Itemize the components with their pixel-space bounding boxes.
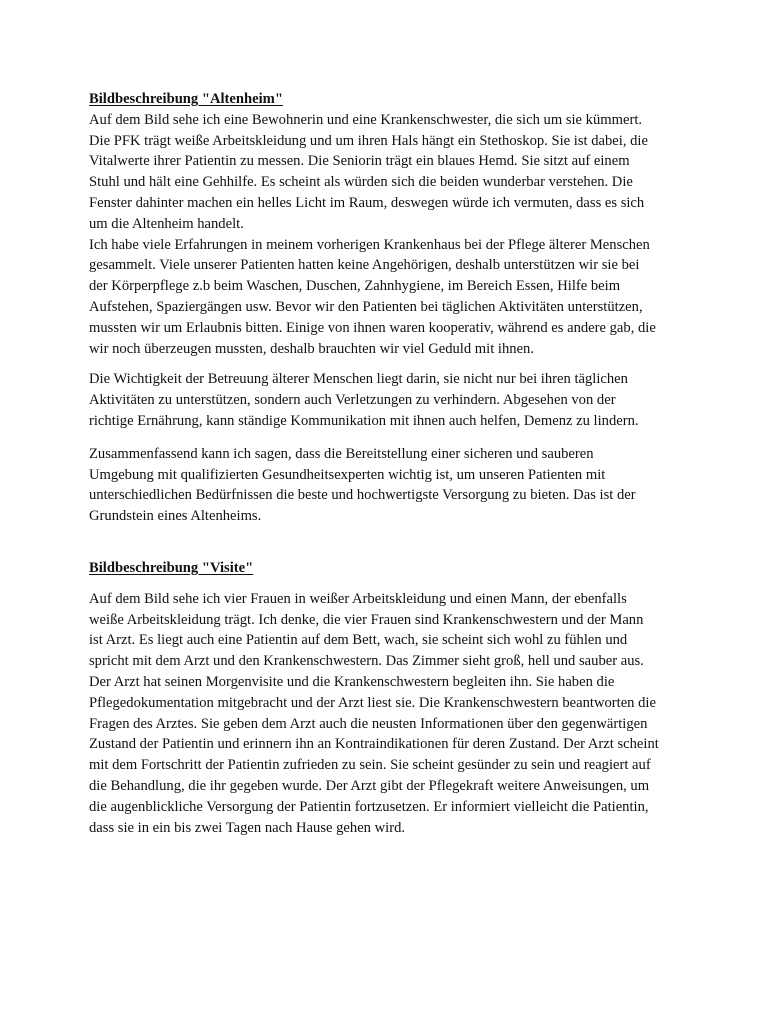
paragraph-conclusion [89,444,689,527]
text-line: wir noch überzeugen mussten, deshalb brauchten wir viel Geduld mit ihnen. [89,340,534,357]
text-line: gesammelt. Viele unserer Patienten hatten keine Angehörigen, deshalb unterstützen wir sie bei [89,257,640,274]
section-heading-visite: Bildbeschreibung "Visite" [89,559,254,576]
text-line: dass sie in ein bis zwei Tagen nach Hause gehen wird. [89,819,406,836]
text-line: richtige Ernährung, kann ständige Kommunikation mit ihnen auch helfen, Demenz zu lindern. [89,412,639,429]
paragraph-visite-description [89,589,689,839]
text-line: Umgebung mit qualifizierten Gesundheitsexperten wichtig ist, um unseren Patienten mit [89,466,606,483]
text-line: unterschiedlichen Bedürfnissen die beste und hochwertigste Versorgung zu bieten. Das ist der [89,487,636,504]
text-line: Zustand der Patientin und erinnern ihn an Kontraindikationen für deren Zustand. Der Arzt scheint [89,736,659,753]
text-line: Auf dem Bild sehe ich vier Frauen in weißer Arbeitskleidung und einen Mann, der ebenfalls [89,590,627,607]
paragraph-importance-elderly-care [89,369,689,431]
paragraph-altenheim-description [89,110,689,360]
text-line: Grundstein eines Altenheims. [89,508,262,525]
text-line: Zusammenfassend kann ich sagen, dass die Bereitstellung einer sicheren und sauberen [89,445,594,462]
text-line: Ich habe viele Erfahrungen in meinem vorherigen Krankenhaus bei der Pflege älterer Menschen [89,236,650,253]
text-line: die Behandlung, die ihr gegeben wurde. Der Arzt gibt der Pflegekraft weitere Anweisungen, um [89,777,650,794]
text-line: um die Altenheim handelt. [89,215,244,232]
text-line: Auf dem Bild sehe ich eine Bewohnerin und eine Krankenschwester, die sich um sie kümmert. [89,111,643,128]
text-line: ist Arzt. Es liegt auch eine Patientin auf dem Bett, wach, sie scheint sich wohl zu fühlen und [89,632,628,649]
text-line: Pflegedokumentation mitgebracht und der Arzt liest sie. Die Krankenschwestern beantworten die [89,694,656,711]
text-line: die augenblickliche Versorgung der Patientin fortzusetzen. Er informiert vielleicht die Patientin, [89,798,649,815]
text-line: weiße Arbeitskleidung trägt. Ich denke, die vier Frauen sind Krankenschwestern und der Mann [89,611,644,628]
text-line: Stuhl und hält eine Gehhilfe. Es scheint als würden sich die beiden wunderbar verstehen. Die [89,174,633,191]
text-line: Aktivitäten zu unterstützen, sondern auch Verletzungen zu verhindern. Abgesehen von der [89,392,616,409]
text-line: Der Arzt hat seinen Morgenvisite und die Krankenschwestern begleiten ihn. Sie haben die [89,673,615,690]
text-line: spricht mit dem Arzt und den Krankenschwestern. Das Zimmer sieht groß, hell und sauber aus. [89,653,644,670]
text-line: Vitalwerte ihrer Patientin zu messen. Die Seniorin trägt ein blaues Hemd. Sie sitzt auf einem [89,153,630,170]
document-body [89,89,689,838]
text-line: Die PFK trägt weiße Arbeitskleidung und um ihren Hals hängt ein Stethoskop. Sie ist dabei, die [89,132,648,149]
text-line: Die Wichtigkeit der Betreuung älterer Menschen liegt darin, sie nicht nur bei ihren täglichen [89,371,628,388]
text-line: mussten wir um Erlaubnis bitten. Einige von ihnen waren kooperativ, während es andere gab, die [89,319,656,336]
text-line: mit dem Fortschritt der Patientin zufrieden zu sein. Sie scheint gesünder zu sein und reagiert auf [89,757,651,774]
text-line: Aufstehen, Spaziergängen usw. Bevor wir den Patienten bei täglichen Aktivitäten unterstützen, [89,298,643,315]
section-heading-altenheim: Bildbeschreibung "Altenheim" [89,91,283,107]
text-line: der Körperpflege z.b beim Waschen, Duschen, Zahnhygiene, im Bereich Essen, Hilfe beim [89,278,621,295]
text-line: Fenster dahinter machen ein helles Licht im Raum, deswegen würde ich vermuten, dass es sich [89,194,645,211]
text-line: Fragen des Arztes. Sie geben dem Arzt auch die neusten Informationen über den gegenwärtigen [89,715,648,732]
